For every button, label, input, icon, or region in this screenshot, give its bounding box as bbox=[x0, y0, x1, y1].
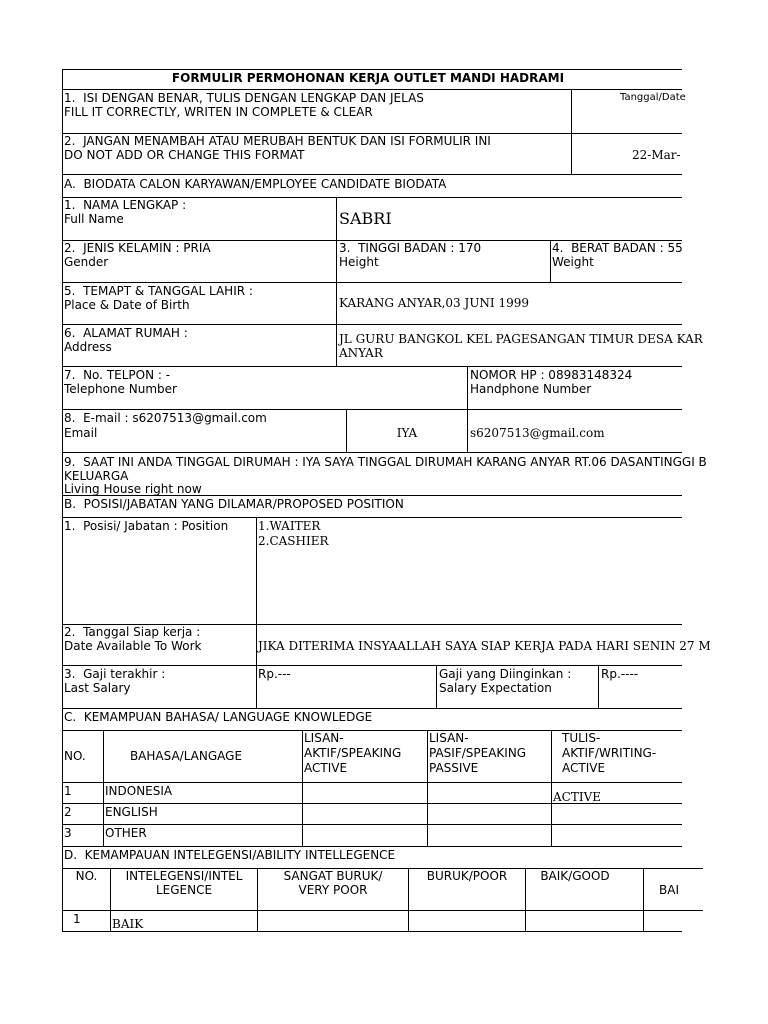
living-label-en: Living House right now bbox=[64, 482, 202, 496]
int-row-1-no-cell bbox=[62, 910, 111, 932]
name-label: 1. NAMA LENGKAP : bbox=[64, 198, 187, 212]
last-salary-label-en: Last Salary bbox=[64, 681, 131, 695]
date-label: Tanggal/Date bbox=[620, 92, 686, 103]
expect-label-en: Salary Expectation bbox=[439, 681, 552, 695]
lang-col-pass-a: LISAN- bbox=[429, 731, 469, 745]
lang-row-2-write-cell bbox=[551, 803, 682, 825]
int-col-good: BAIK/GOOD bbox=[540, 869, 610, 883]
height-label: 3. TINGGI BADAN : 170 bbox=[339, 241, 482, 255]
lang-row-1-pass-cell bbox=[427, 782, 552, 804]
lang-row-2-no: 2 bbox=[64, 805, 72, 819]
lang-col-pass-c: PASSIVE bbox=[429, 761, 479, 775]
lang-row-3-speak-cell bbox=[302, 824, 428, 847]
lang-row-2-speak-cell bbox=[302, 803, 428, 825]
lang-col-write-a: TULIS- bbox=[562, 731, 601, 745]
ready-value: JIKA DITERIMA INSYAALLAH SAYA SIAP KERJA PADA HARI SENIN 27 M bbox=[258, 639, 711, 653]
gender-label-en: Gender bbox=[64, 255, 109, 269]
int-col-vgood: BAI bbox=[659, 883, 679, 897]
lang-row-2-lang: ENGLISH bbox=[105, 805, 158, 819]
position-value-1: 1.WAITER bbox=[258, 519, 321, 533]
instruction-1-id: 1. ISI DENGAN BENAR, TULIS DENGAN LENGKAP DAN JELAS bbox=[64, 91, 424, 105]
birth-label: 5. TEMAPT & TANGGAL LAHIR : bbox=[64, 284, 253, 298]
name-value: SABRI bbox=[339, 209, 392, 228]
form-title: FORMULIR PERMOHONAN KERJA OUTLET MANDI HADRAMI bbox=[171, 71, 565, 85]
lang-col-lang: BAHASA/LANGAGE bbox=[129, 749, 243, 763]
email-label-en: Email bbox=[64, 426, 98, 440]
int-row-1-no: 1 bbox=[73, 912, 81, 926]
phone-label: 7. No. TELPON : - bbox=[64, 368, 171, 382]
address-value-line2: ANYAR bbox=[339, 346, 383, 360]
lang-row-3-no: 3 bbox=[64, 826, 72, 840]
int-row-1-value: BAIK bbox=[112, 917, 144, 931]
weight-label-en: Weight bbox=[552, 255, 594, 269]
instruction-2-en: DO NOT ADD OR CHANGE THIS FORMAT bbox=[64, 148, 305, 162]
int-col-int-b: LEGENCE bbox=[155, 883, 213, 897]
lang-col-write-c: ACTIVE bbox=[562, 761, 606, 775]
section-b-header: B. POSISI/JABATAN YANG DILAMAR/PROPOSED POSITION bbox=[64, 497, 404, 511]
int-col-int-a: INTELEGENSI/INTEL bbox=[125, 869, 243, 883]
address-label: 6. ALAMAT RUMAH : bbox=[64, 326, 188, 340]
lang-col-speak-c: ACTIVE bbox=[304, 761, 348, 775]
int-col-vpoor-a: SANGAT BURUK/ bbox=[283, 869, 383, 883]
lang-col-speak-a: LISAN- bbox=[304, 731, 344, 745]
address-label-en: Address bbox=[64, 340, 112, 354]
height-label-en: Height bbox=[339, 255, 379, 269]
section-d-header: D. KEMAMPAUAN INTELEGENSI/ABILITY INTELLEGENCE bbox=[64, 848, 396, 862]
date-value: 22-Mar- bbox=[632, 148, 681, 162]
last-salary-value: Rp.--- bbox=[258, 667, 291, 681]
birth-value: KARANG ANYAR,03 JUNI 1999 bbox=[339, 296, 530, 310]
int-col-poor: BURUK/POOR bbox=[426, 869, 508, 883]
int-row-1-vpoor-cell bbox=[257, 910, 409, 932]
int-row-1-good-cell bbox=[525, 910, 644, 932]
position-label: 1. Posisi/ Jabatan : Position bbox=[64, 519, 229, 533]
lang-row-1-no: 1 bbox=[64, 784, 72, 798]
email-mid-value: IYA bbox=[396, 426, 418, 440]
lang-col-no: NO. bbox=[64, 749, 86, 763]
weight-label: 4. BERAT BADAN : 55 bbox=[552, 241, 683, 255]
lang-row-3-write-cell bbox=[551, 824, 682, 847]
int-col-no: NO. bbox=[75, 869, 98, 883]
ready-label-en: Date Available To Work bbox=[64, 639, 202, 653]
email-label: 8. E-mail : s6207513@gmail.com bbox=[64, 411, 267, 425]
int-row-1-poor-cell bbox=[408, 910, 526, 932]
position-value-2: 2.CASHIER bbox=[258, 534, 329, 548]
phone-label-en: Telephone Number bbox=[64, 382, 177, 396]
handphone-label: NOMOR HP : 08983148324 bbox=[470, 368, 633, 382]
int-row-1-vgood-cell bbox=[643, 910, 703, 932]
lang-col-speak-b: AKTIF/SPEAKING bbox=[304, 746, 402, 760]
lang-col-pass-b: PASIF/SPEAKING bbox=[429, 746, 527, 760]
living-label: 9. SAAT INI ANDA TINGGAL DIRUMAH : IYA SAYA TINGGAL DIRUMAH KARANG ANYAR RT.06 DASANTINGGI B bbox=[64, 455, 707, 469]
lang-row-3-pass-cell bbox=[427, 824, 552, 847]
lang-row-1-speak-cell bbox=[302, 782, 428, 804]
instruction-2-id: 2. JANGAN MENAMBAH ATAU MERUBAH BENTUK DAN ISI FORMULIR INI bbox=[64, 134, 491, 148]
name-label-en: Full Name bbox=[64, 212, 124, 226]
instruction-1-en: FILL IT CORRECTLY, WRITEN IN COMPLETE & CLEAR bbox=[64, 105, 373, 119]
expect-value: Rp.---- bbox=[601, 667, 639, 681]
lang-col-write-b: AKTIF/WRITING- bbox=[562, 746, 657, 760]
position-label-cell bbox=[62, 517, 257, 625]
living-label-line2: KELUARGA bbox=[64, 469, 129, 483]
handphone-label-en: Handphone Number bbox=[470, 382, 592, 396]
lang-row-3-lang: OTHER bbox=[105, 826, 147, 840]
lang-row-1-write: ACTIVE bbox=[553, 790, 602, 804]
table-bottom-border bbox=[62, 931, 682, 932]
email-value: s6207513@gmail.com bbox=[470, 426, 605, 440]
last-salary-label: 3. Gaji terakhir : bbox=[64, 667, 166, 681]
section-c-header: C. KEMAMPUAN BAHASA/ LANGUAGE KNOWLEDGE bbox=[64, 710, 373, 724]
expect-label: Gaji yang Diinginkan : bbox=[439, 667, 572, 681]
ready-label: 2. Tanggal Siap kerja : bbox=[64, 625, 201, 639]
lang-row-1-lang: INDONESIA bbox=[105, 784, 173, 798]
int-col-vpoor-b: VERY POOR bbox=[298, 883, 368, 897]
gender-label: 2. JENIS KELAMIN : PRIA bbox=[64, 241, 211, 255]
section-a-header: A. BIODATA CALON KARYAWAN/EMPLOYEE CANDIDATE BIODATA bbox=[64, 177, 447, 191]
address-value: JL GURU BANGKOL KEL PAGESANGAN TIMUR DESA KAR bbox=[339, 332, 703, 346]
birth-label-en: Place & Date of Birth bbox=[64, 298, 190, 312]
lang-row-2-pass-cell bbox=[427, 803, 552, 825]
